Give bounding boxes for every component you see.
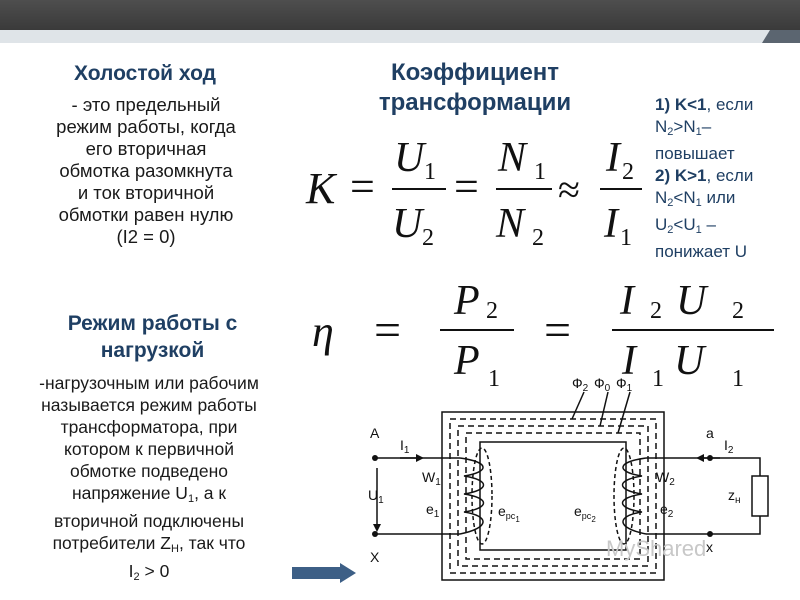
svg-text:=: = [350,162,375,211]
label-zn: $z_н$ [728,487,741,506]
svg-text:=: = [374,304,402,357]
formula-u2: U [392,201,423,247]
label-e2: $e_2$ [660,501,674,520]
idle-mode-description [15,94,277,248]
idle-line: режим работы, когда [56,116,236,137]
formula-eta: η [312,307,334,356]
title-load-mode [20,310,285,364]
svg-text:1: 1 [732,366,744,392]
label-I1: $I_1$ [400,437,410,456]
idle-line: - это предельный [71,94,221,115]
note-line: понижает U [655,242,748,261]
formula-k: K [306,164,336,213]
phi1-label: $Ф_1$ [616,375,633,394]
note-line: 2) K>1, если [655,166,754,185]
formula-p2: P [454,278,480,324]
terminal-x [372,531,378,537]
load-wire [740,516,760,534]
load-title-line: Режим работы с [67,312,238,335]
next-arrow-button[interactable] [292,563,356,583]
svg-text:1: 1 [424,159,436,185]
watermark: MyShared [606,536,707,561]
arrow-right-icon [292,563,356,583]
top-bar [0,0,800,30]
label-e1: $e_1$ [426,501,440,520]
load-line: обмотке подведено [69,461,229,481]
flux-arrow [600,392,608,426]
title-idle-mode: Холостой ход [74,62,216,85]
svg-text:2: 2 [422,225,434,251]
idle-line: обмотки равен нулю [58,204,234,225]
formula-i1u1-u: U [674,338,705,384]
label-I2: $I_2$ [724,437,734,456]
phi2-label: $Ф_2$ [572,375,589,394]
ratio-title-line: Коэффициент [390,59,560,86]
label-U1: $U_1$ [368,487,384,506]
svg-text:=: = [454,162,479,211]
formula-u1: U [394,135,425,181]
note-line: $N_2<N_1$ или [655,188,736,209]
formula-n1: N [498,135,527,181]
load-resistor [752,476,768,516]
formula-p1: P [454,338,480,384]
terminal-x2 [707,531,713,537]
formula-i1: I [604,201,618,247]
load-wire [740,458,760,476]
load-line: потребители $Z_H$, так что [52,533,246,555]
svg-text:1: 1 [488,366,500,392]
ribbon-band [0,30,770,43]
label-epc1: $e_{pc1}$ [498,503,520,524]
formula-ratio [300,125,650,255]
note-line: повышает [655,144,735,163]
svg-text:=: = [544,304,572,357]
transformer-diagram [360,372,770,587]
u1-arrowhead [373,524,381,532]
svg-text:2: 2 [622,159,634,185]
load-line: напряжение $U_1$, а к [71,483,227,505]
note-line: $N_2>N_1-$ [655,117,712,138]
i1-arrowhead [416,454,424,462]
idle-line: его вторичная [85,138,207,159]
terminal-a2 [707,455,713,461]
label-a: a [706,425,714,441]
label-W1: $W_1$ [422,469,441,488]
svg-text:1: 1 [620,225,632,251]
label-W2: $W_2$ [656,469,675,488]
ratio-title-line: трансформации [378,89,572,116]
load-line: -нагрузочным или рабочим [39,373,259,393]
load-line: трансформатора, при [60,417,238,437]
phi0-label: $Ф_0$ [594,375,611,394]
svg-text:2: 2 [532,225,544,251]
load-line: котором к первичной [64,439,234,459]
svg-text:1: 1 [652,366,664,392]
svg-text:1: 1 [534,159,546,185]
load-line: вторичной подключены [53,511,245,531]
load-line: называется режим работы [41,395,257,415]
label-A: A [370,425,380,441]
terminal-a [372,455,378,461]
load-line: $I_2 > 0$ [128,561,170,583]
load-title-line: нагрузкой [100,339,205,362]
formula-i2: I [606,135,620,181]
svg-text:2: 2 [650,298,662,324]
note-line: 1) K<1, если [655,95,754,114]
idle-line: (I2 = 0) [116,226,176,247]
note-line: $U_2<U_1$ – [655,215,716,236]
formula-n2: N [496,201,525,247]
label-X: X [370,549,380,565]
idle-line: и ток вторичной [77,182,215,203]
svg-text:2: 2 [732,298,744,324]
formula-i2u2-u: U [676,278,707,324]
core-inner [480,442,626,550]
i2-arrowhead [696,454,704,462]
ratio-notes [655,94,800,263]
label-epc2: $e_{pc2}$ [574,503,596,524]
title-transformation-ratio [330,58,620,118]
idle-line: обмотка разомкнута [59,160,233,181]
label-x: x [706,539,713,555]
svg-text:2: 2 [486,298,498,324]
formula-i1u1-i: I [622,338,636,384]
svg-text:≈: ≈ [558,167,580,212]
formula-i2u2-i: I [620,278,634,324]
flux-arrow [572,392,584,419]
load-mode-description [18,372,280,588]
